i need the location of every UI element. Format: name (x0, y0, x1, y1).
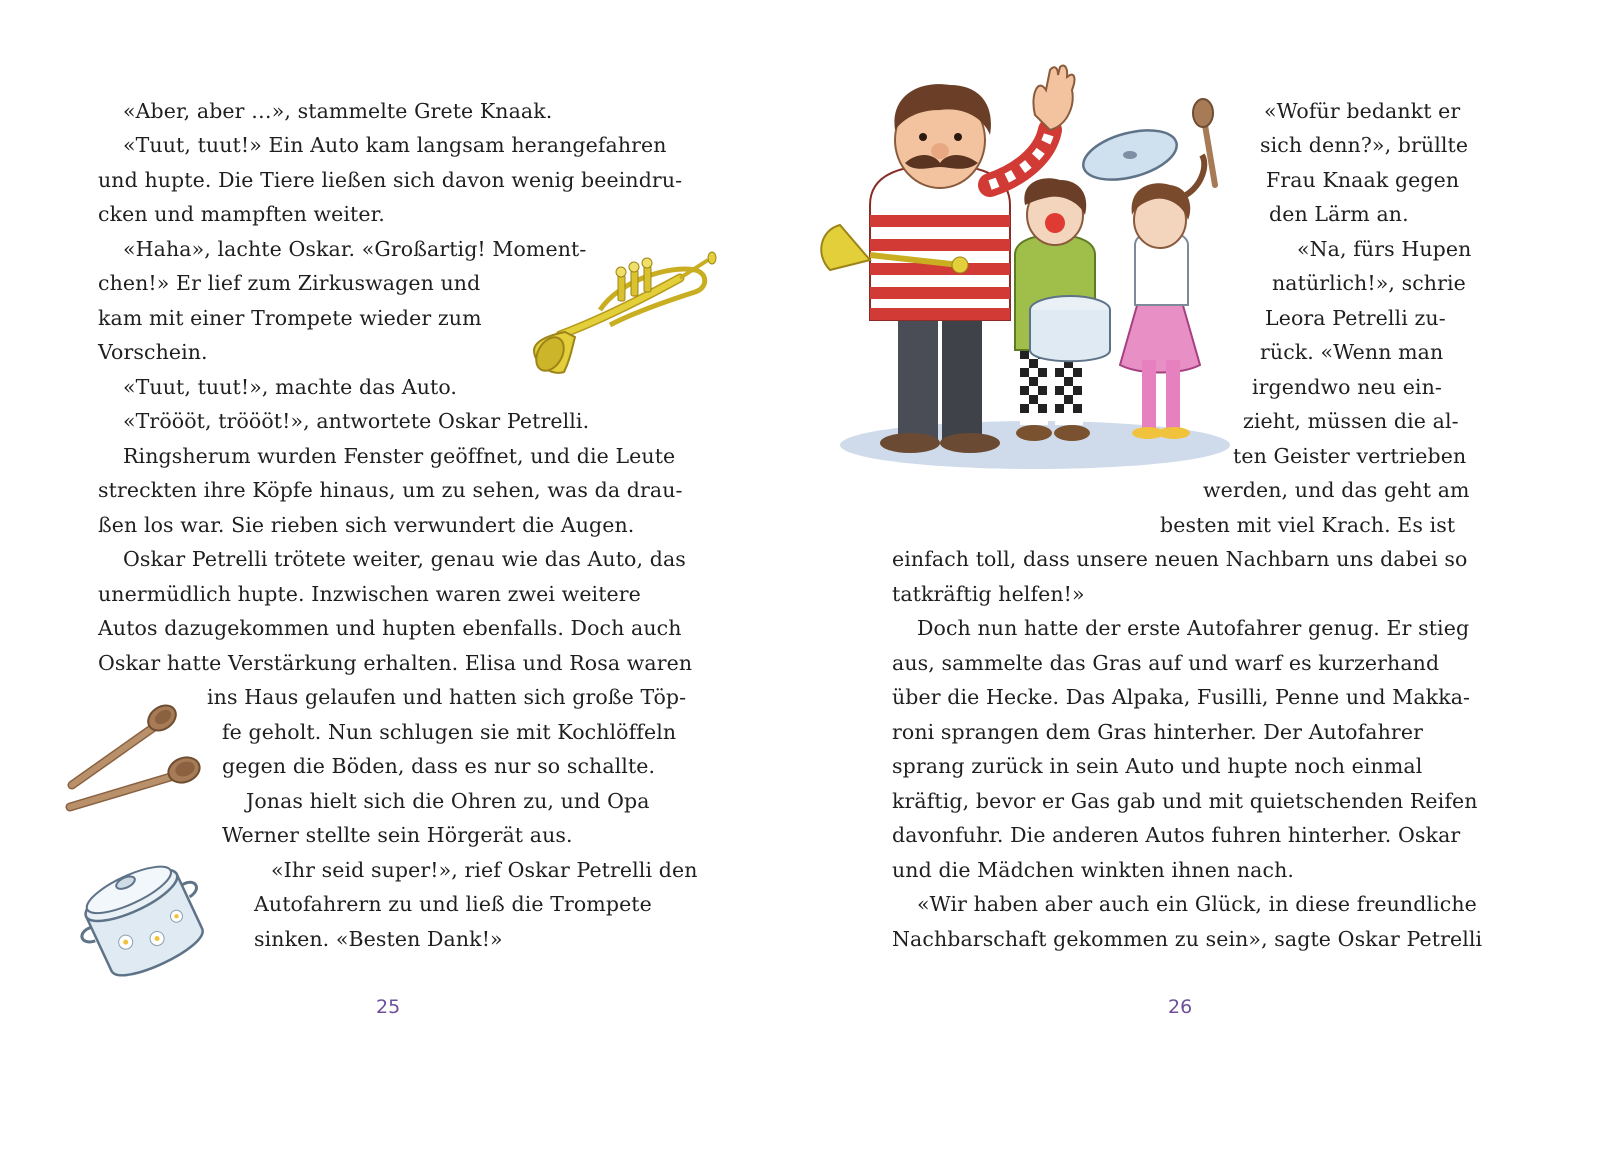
text-line: kam mit einer Trompete wieder zum (98, 306, 482, 330)
family-illustration (810, 55, 1250, 475)
text-line: zieht, müssen die al- (1243, 409, 1459, 433)
text-line: «Haha», lachte Oskar. «Großartig! Moment- (123, 237, 587, 261)
text-line: Oskar hatte Verstärkung erhalten. Elisa und Rosa waren (98, 651, 693, 675)
text-line: Ringsherum wurden Fenster geöffnet, und die Leute (123, 444, 676, 468)
text-line: «Na, fürs Hupen (1297, 237, 1472, 261)
text-line: davonfuhr. Die anderen Autos fuhren hinterher. Oskar (892, 823, 1461, 847)
text-line: Jonas hielt sich die Ohren zu, und Opa (246, 789, 650, 813)
text-line: «Tuut, tuut!», machte das Auto. (123, 375, 458, 399)
text-line: Nachbarschaft gekommen zu sein», sagte Oskar Petrelli (892, 927, 1483, 951)
text-line: und hupte. Die Tiere ließen sich davon wenig beeindru- (98, 168, 683, 192)
text-line: sinken. «Besten Dank!» (254, 927, 503, 951)
text-line: werden, und das geht am (1203, 478, 1470, 502)
text-line: Autos dazugekommen und hupten ebenfalls. Doch auch (98, 616, 682, 640)
text-line: Leora Petrelli zu- (1265, 306, 1446, 330)
text-line: rück. «Wenn man (1260, 340, 1444, 364)
wooden-spoons-illustration (62, 695, 212, 825)
text-line: roni sprangen dem Gras hinterher. Der Autofahrer (892, 720, 1423, 744)
right-page (800, 0, 1600, 1150)
text-line: Oskar Petrelli trötete weiter, genau wie das Auto, das (123, 547, 686, 571)
page-number: 26 (1168, 996, 1193, 1018)
text-line: «Ihr seid super!», rief Oskar Petrelli den (271, 858, 698, 882)
text-line: Frau Knaak gegen (1266, 168, 1460, 192)
text-line: «Aber, aber …», stammelte Grete Knaak. (123, 99, 553, 123)
text-line: «Tröööt, tröööt!», antwortete Oskar Petrelli. (123, 409, 590, 433)
page-number: 25 (376, 996, 401, 1018)
pot-illustration (62, 843, 222, 993)
text-line: irgendwo neu ein- (1252, 375, 1442, 399)
text-line: ten Geister vertrieben (1233, 444, 1467, 468)
text-line: ßen los war. Sie rieben sich verwundert die Augen. (98, 513, 635, 537)
text-line: sich denn?», brüllte (1260, 133, 1469, 157)
text-line: «Wir haben aber auch ein Glück, in diese freundliche (917, 892, 1477, 916)
text-line: aus, sammelte das Gras auf und warf es kurzerhand (892, 651, 1440, 675)
text-line: chen!» Er lief zum Zirkuswagen und (98, 271, 481, 295)
text-line: sprang zurück in sein Auto und hupte noch einmal (892, 754, 1423, 778)
text-line: Werner stellte sein Hörgerät aus. (222, 823, 573, 847)
text-line: besten mit viel Krach. Es ist (1160, 513, 1456, 537)
text-line: und die Mädchen winkten ihnen nach. (892, 858, 1294, 882)
text-line: den Lärm an. (1269, 202, 1409, 226)
text-line: tatkräftig helfen!» (892, 582, 1085, 606)
text-line: kräftig, bevor er Gas gab und mit quietschenden Reifen (892, 789, 1478, 813)
text-line: einfach toll, dass unsere neuen Nachbarn uns dabei so (892, 547, 1468, 571)
text-line: cken und mampften weiter. (98, 202, 385, 226)
text-line: Vorschein. (98, 340, 208, 364)
trumpet-illustration (530, 240, 730, 380)
text-line: gegen die Böden, dass es nur so schallte. (222, 754, 656, 778)
text-line: «Tuut, tuut!» Ein Auto kam langsam herangefahren (123, 133, 667, 157)
text-line: ins Haus gelaufen und hatten sich große Töp- (207, 685, 687, 709)
text-line: «Wofür bedankt er (1264, 99, 1461, 123)
text-line: natürlich!», schrie (1272, 271, 1466, 295)
text-line: über die Hecke. Das Alpaka, Fusilli, Penne und Makka- (892, 685, 1471, 709)
text-line: fe geholt. Nun schlugen sie mit Kochlöffeln (222, 720, 677, 744)
text-line: Autofahrern zu und ließ die Trompete (254, 892, 652, 916)
text-line: Doch nun hatte der erste Autofahrer genug. Er stieg (917, 616, 1470, 640)
text-line: unermüdlich hupte. Inzwischen waren zwei weitere (98, 582, 641, 606)
text-line: streckten ihre Köpfe hinaus, um zu sehen, was da drau- (98, 478, 683, 502)
